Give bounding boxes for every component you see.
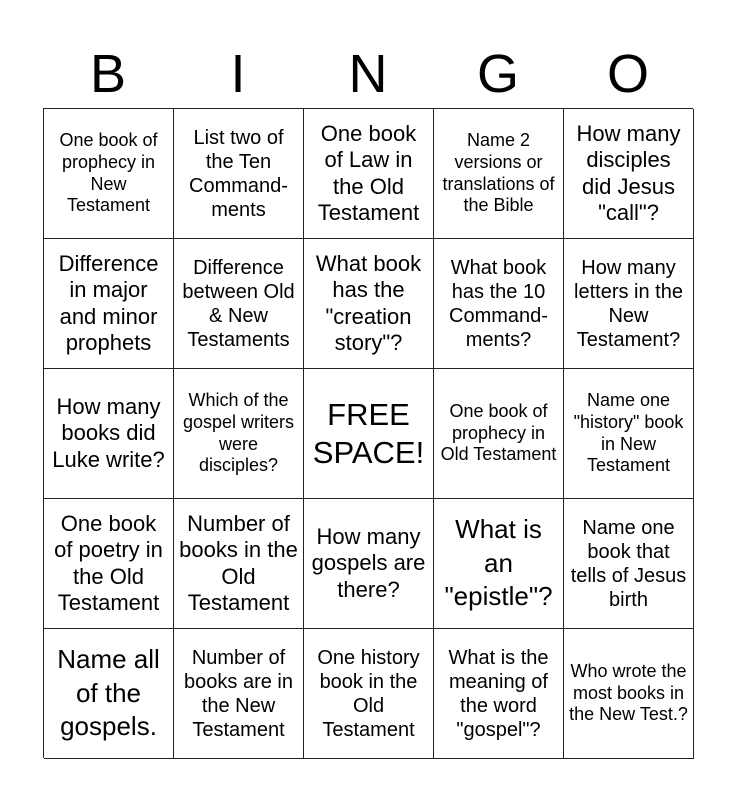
bingo-cell: What book has the "creation story"? <box>304 239 434 369</box>
bingo-cell: Difference in major and minor prophets <box>44 239 174 369</box>
bingo-cell: Name all of the gospels. <box>44 629 174 759</box>
bingo-cell: Name 2 versions or translations of the Bible <box>434 109 564 239</box>
bingo-cell: One book of prophecy in New Testament <box>44 109 174 239</box>
bingo-header <box>43 40 693 108</box>
bingo-cell: One book of poetry in the Old Testament <box>44 499 174 629</box>
bingo-cell: Number of books are in the New Testament <box>174 629 304 759</box>
bingo-cell: List two of the Ten Command-ments <box>174 109 304 239</box>
bingo-cell: One book of prophecy in Old Testament <box>434 369 564 499</box>
header-letter-i: I <box>230 44 246 104</box>
header-letter-o: O <box>606 44 649 104</box>
bingo-cell: One history book in the Old Testament <box>304 629 434 759</box>
bingo-cell: Name one book that tells of Jesus birth <box>564 499 694 629</box>
free-space-cell: FREE SPACE! <box>304 369 434 499</box>
header-letter-b: B <box>89 44 127 104</box>
header-letter-n: N <box>348 44 388 104</box>
header-letter-g: G <box>476 44 519 104</box>
bingo-cell: What book has the 10 Command-ments? <box>434 239 564 369</box>
bingo-cell: Difference between Old & New Testaments <box>174 239 304 369</box>
bingo-cell: Name one "history" book in New Testament <box>564 369 694 499</box>
bingo-board <box>43 108 693 758</box>
bingo-cell: Which of the gospel writers were disciples? <box>174 369 304 499</box>
bingo-cell: Who wrote the most books in the New Test.? <box>564 629 694 759</box>
bingo-cell: Number of books in the Old Testament <box>174 499 304 629</box>
bingo-cell: How many gospels are there? <box>304 499 434 629</box>
bingo-cell: One book of Law in the Old Testament <box>304 109 434 239</box>
bingo-cell: What is an "epistle"? <box>434 499 564 629</box>
bingo-cell: How many letters in the New Testament? <box>564 239 694 369</box>
bingo-cell: How many books did Luke write? <box>44 369 174 499</box>
bingo-cell: What is the meaning of the word "gospel"? <box>434 629 564 759</box>
bingo-cell: How many disciples did Jesus "call"? <box>564 109 694 239</box>
